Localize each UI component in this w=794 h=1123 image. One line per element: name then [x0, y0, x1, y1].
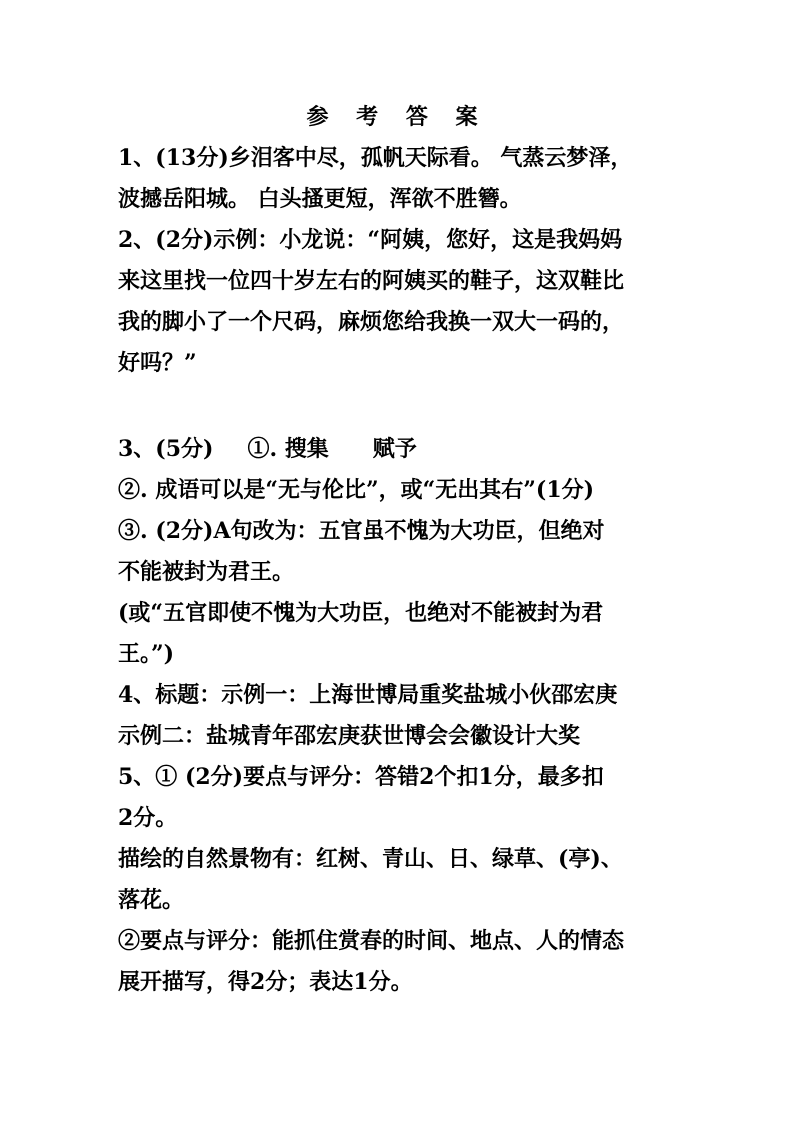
answer-5-line-2: 2分。: [118, 805, 178, 831]
answer-3-line-1: [118, 429, 688, 470]
answer-5-line-5: ②要点与评分：能抓住赏春的时间、地点、人的情态: [118, 928, 625, 954]
answer-2-line-4: 好吗？”: [118, 350, 197, 376]
answer-4-line-2: 示例二：盐城青年邵宏庚获世博会会徽设计大奖: [118, 723, 581, 749]
answer-2-line-2: 来这里找一位四十岁左右的阿姨买的鞋子，这双鞋比: [118, 268, 625, 294]
answer-2-line-3: 我的脚小了一个尺码，麻烦您给我换一双大一码的，: [118, 309, 625, 335]
answer-3-label: 3、(5分): [118, 436, 214, 462]
blank-line: [118, 384, 688, 429]
answer-3-item-1: ①. 搜集: [247, 436, 329, 462]
answer-3-item-2: 赋予: [372, 436, 417, 462]
answer-3-line-5: (或“五官即使不愧为大功臣，也绝对不能被封为君: [118, 600, 604, 626]
answer-5-line-6: 展开描写，得2分；表达1分。: [118, 969, 413, 995]
answer-3-line-2: ②. 成语可以是“无与伦比”，或“无出其右”(1分): [118, 477, 595, 503]
answer-5-line-3: 描绘的自然景物有：红树、青山、日、绿草、(亭)、: [118, 846, 623, 872]
answer-5-line-4: 落花。: [118, 887, 185, 913]
answer-3-line-6: 王。”): [118, 641, 175, 667]
answer-1-line-2: 波撼岳阳城。 白头搔更短，浑欲不胜簪。: [118, 186, 522, 212]
answer-1-line-1: 1、(13分)乡泪客中尽，孤帆天际看。 气蒸云梦泽，: [118, 145, 633, 171]
answer-4-line-1: 4、标题：示例一：上海世博局重奖盐城小伙邵宏庚: [118, 682, 618, 708]
document-title: 参 考 答 案: [306, 104, 488, 130]
answer-body: [118, 138, 688, 1003]
answer-3-line-4: 不能被封为君王。: [118, 559, 295, 585]
answer-2-line-1: 2、(2分)示例：小龙说：“阿姨，您好，这是我妈妈: [118, 227, 623, 253]
answer-3-line-3: ③. (2分)A句改为：五官虽不愧为大功臣，但绝对: [118, 518, 605, 544]
answer-5-line-1: 5、① (2分)要点与评分：答错2个扣1分，最多扣: [118, 764, 604, 790]
